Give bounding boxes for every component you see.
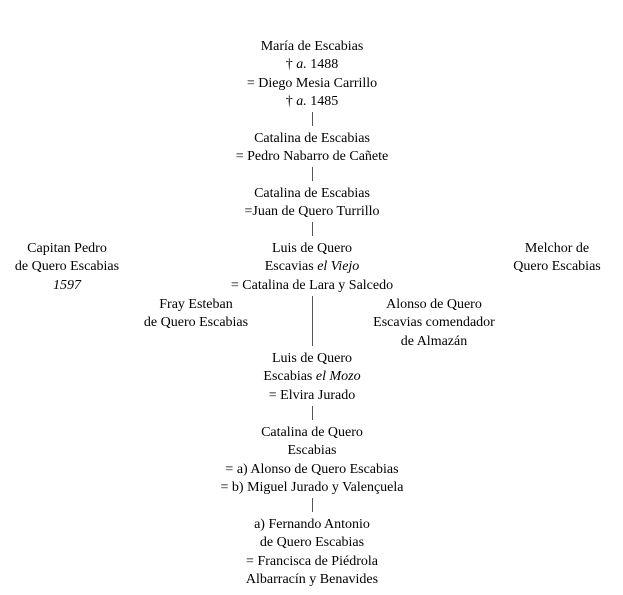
connector-line <box>312 296 313 346</box>
death-date: † a. 1488 <box>285 57 339 73</box>
person-name: María de Escabias <box>260 39 364 54</box>
person-name-line1: Capitan Pedro <box>27 241 107 256</box>
spouse-death-date: † a. 1485 <box>285 94 339 110</box>
connector-line <box>312 406 313 420</box>
node-maria-de-escabias <box>247 38 377 112</box>
spouse-name-line2: Albarracín y Benavides <box>245 572 379 588</box>
person-name-line1: a) Fernando Antonio <box>254 517 370 532</box>
node-melchor-de-quero-escabias <box>513 240 600 277</box>
node-fernando-antonio <box>246 516 378 590</box>
spouse-name: = Pedro Nabarro de Cañete <box>235 149 389 165</box>
node-luis-de-quero-el-viejo <box>231 240 393 295</box>
spouse-name: = Diego Mesia Carrillo <box>246 75 378 91</box>
spouse-name: =Juan de Quero Turrillo <box>244 204 380 220</box>
person-name-line1: Fray Esteban <box>159 297 233 312</box>
person-name-line2: Escavias el Viejo <box>264 259 360 275</box>
node-alonso-de-quero-comendador <box>373 296 495 351</box>
person-name-line2: Escabias <box>287 443 337 459</box>
connector-line <box>312 498 313 512</box>
person-name-line1: Catalina de Quero <box>261 425 363 440</box>
person-name-line1: Melchor de <box>524 241 590 256</box>
person-name-line2: Escabias el Mozo <box>263 369 361 385</box>
connector-line <box>312 222 313 236</box>
person-name-line1: Luis de Quero <box>271 351 353 366</box>
node-catalina-de-quero-escabias <box>221 424 404 498</box>
spouse-name-line1: = Francisca de Piédrola <box>246 553 378 569</box>
person-name-line2: Escavias comendador <box>373 315 495 331</box>
person-name-line1: Luis de Quero <box>271 241 353 256</box>
person-name: Catalina de Escabias <box>254 186 370 201</box>
year: 1597 <box>53 277 81 293</box>
spouse-a-name: = a) Alonso de Quero Escabias <box>225 461 399 477</box>
person-name-line3: de Almazán <box>400 333 468 349</box>
spouse-name: = Catalina de Lara y Salcedo <box>230 277 394 293</box>
person-name: Catalina de Escabias <box>254 131 370 146</box>
person-name-line2: de Quero Escabias <box>143 315 249 331</box>
node-luis-de-quero-el-mozo <box>263 350 360 405</box>
node-catalina-de-escabias-1 <box>236 130 389 167</box>
connector-line <box>312 167 313 181</box>
connector-line <box>312 112 313 126</box>
spouse-name: = Elvira Jurado <box>268 387 356 403</box>
node-fray-esteban <box>144 296 248 333</box>
person-name-line2: Quero Escabias <box>513 259 601 275</box>
person-name-line1: Alonso de Quero <box>386 297 482 312</box>
spouse-b-name: = b) Miguel Jurado y Valençuela <box>220 480 404 496</box>
node-catalina-de-escabias-2 <box>244 185 379 222</box>
person-name-line2: de Quero Escabias <box>14 259 120 275</box>
person-name-line2: de Quero Escabias <box>259 535 365 551</box>
node-capitan-pedro <box>15 240 119 295</box>
